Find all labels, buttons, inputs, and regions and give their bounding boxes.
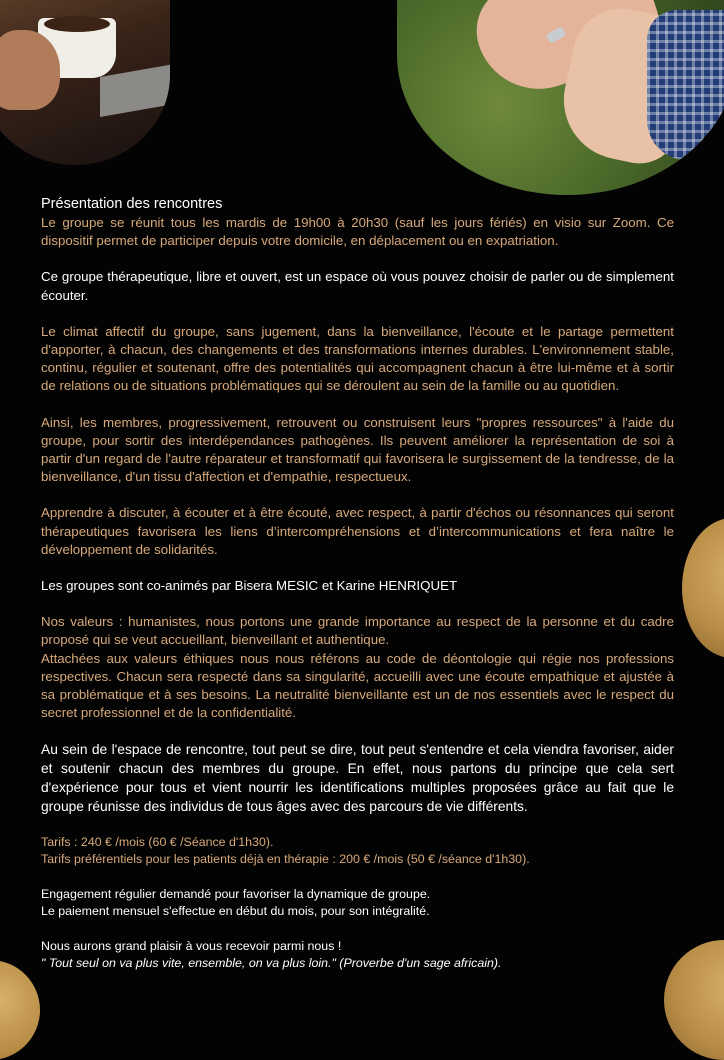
gold-circle-decoration — [0, 960, 40, 1060]
checkered-sleeve-shape — [647, 10, 724, 160]
pricing-preferential: Tarifs préférentiels pour les patients déjà en thérapie : 200 € /mois (50 € /séance d'1h30). — [41, 852, 530, 867]
coffee-surface-shape — [44, 16, 110, 32]
gold-circle-decoration — [682, 518, 724, 658]
paragraph-schedule: Le groupe se réunit tous les mardis de 19h00 à 20h30 (sauf les jours fériés) en visio sur Zoom. Ce dispositif permet de participer depuis votre domicile, en déplacement ou en expatriation. — [41, 215, 674, 249]
paragraph-listening: Apprendre à discuter, à écouter et à être écouté, avec respect, à partir d'échos ou résonnances qui seront thérapeutiques favorisera les liens d’intercompréhensions et d’intercommunications et fera naître le développement de solidarités. — [41, 505, 674, 557]
pricing-standard: Tarifs : 240 € /mois (60 € /Séance d'1h30). — [41, 835, 274, 850]
paragraph-climate: Le climat affectif du groupe, sans jugement, dans la bienveillance, l'écoute et le partage permettent d'apporter, à chacun, des changements et des transformations internes durables. L'environnement stable, continu, régulier et soutenant, offre des potentialités qui accompagnent chacun à être lui-même et à sortir de relations ou de situations problématiques qui se déroulent au sein de la famille ou au quotidien. — [41, 323, 674, 394]
welcome-line: Nous aurons grand plaisir à vous recevoir parmi nous ! — [41, 939, 342, 954]
paragraph-values: Nos valeurs : humanistes, nous portons une grande importance au respect de la personne et du cadre proposé qui se veut accueillant, bienveillant et authentique. — [41, 614, 674, 648]
coffee-photo — [0, 0, 170, 165]
payment-line: Le paiement mensuel s'effectue en début du mois, pour son intégralité. — [41, 904, 430, 919]
page-title: Présentation des rencontres — [41, 196, 223, 212]
hands-together-photo — [397, 0, 724, 195]
engagement-line: Engagement régulier demandé pour favoriser la dynamique de groupe. — [41, 887, 431, 902]
paragraph-ethics: Attachées aux valeurs éthiques nous nous référons au code de déontologie qui régie nos professions respectives. Chacun sera respecté dans sa singularité, accueilli avec une écoute empathique et ajustée à sa problématique et à ses besoins. La neutralité bienveillante est un de nos essentiels avec le respect du secret professionnel et de la confidentialité. — [41, 650, 674, 721]
paragraph-resources: Ainsi, les membres, progressivement, retrouvent ou construisent leurs "propres ressources" à l'aide du groupe, pour sortir des interdépendances pathogènes. Ils peuvent améliorer la représentation de soi à partir d'un regard de l'autre réparateur et transformatif qui favorisera le surgissement de la tendresse, de la bienveillance, d'un tissu d'affection et d'empathie, respectueux. — [41, 414, 674, 485]
paragraph-meeting-space: Au sein de l'espace de rencontre, tout peut se dire, tout peut s'entendre et cela viendra favoriser, aider et soutenir chacun des membres du groupe. En effet, nous partons du principe que cela sert d'expérience pour tous et vient nourrir les identifications multiples proposées grâce au fait que le groupe réunisse des individus de tous âges avec des parcours de vie différents. — [41, 742, 674, 815]
proverb-quote: " Tout seul on va plus vite, ensemble, on va plus loin." (Proverbe d'un sage africain). — [41, 956, 502, 971]
paragraph-group-description: Ce groupe thérapeutique, libre et ouvert, est un espace où vous pouvez choisir de parler ou de simplement écouter. — [41, 269, 674, 303]
laptop-shape — [100, 63, 170, 117]
document-body — [41, 195, 674, 972]
paragraph-facilitators: Les groupes sont co-animés par Bisera MESIC et Karine HENRIQUET — [41, 578, 458, 594]
